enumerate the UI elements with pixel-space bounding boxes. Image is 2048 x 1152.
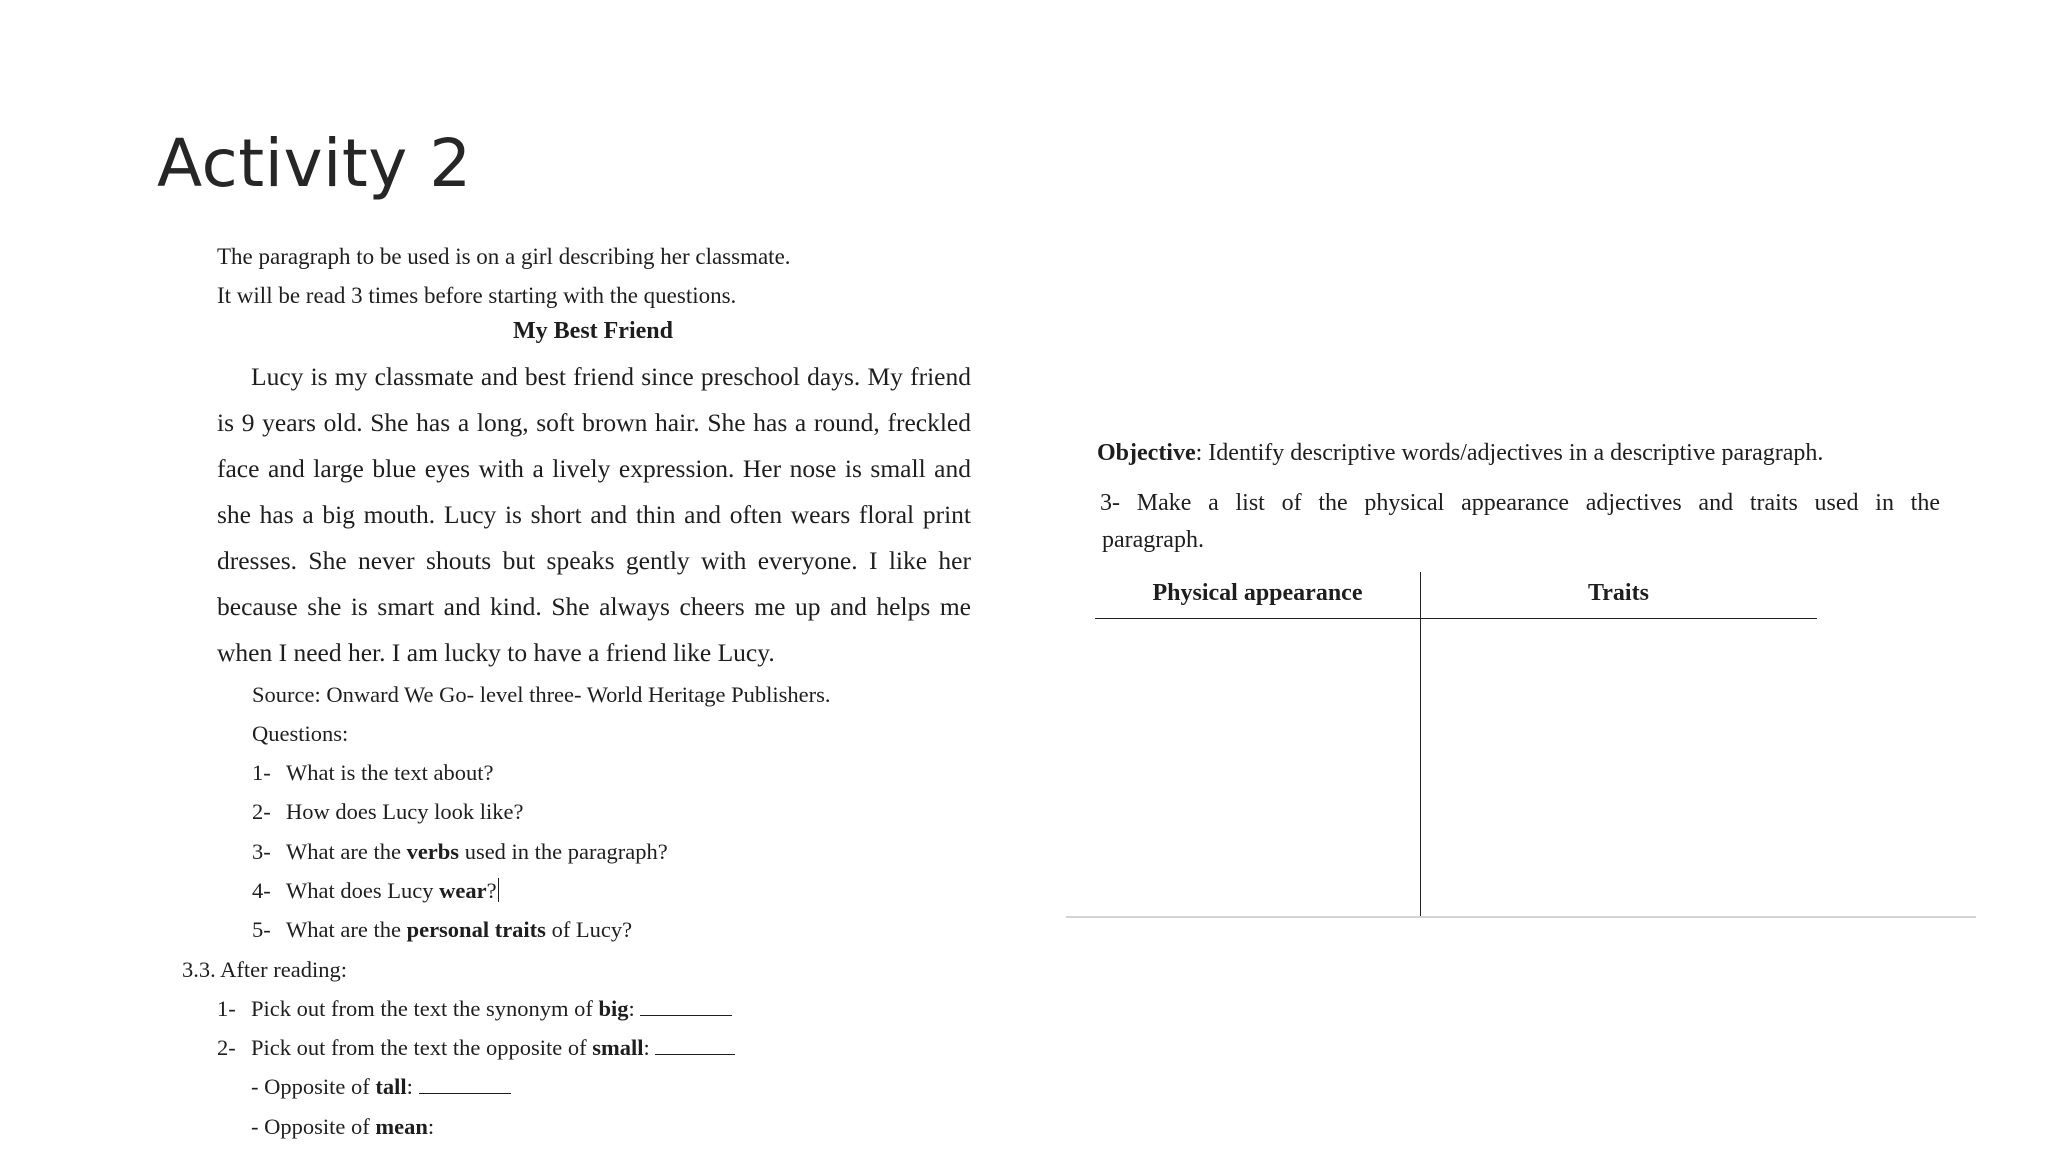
table-header-divider [1095,618,1817,619]
item-text: - Opposite of [251,1074,376,1099]
answer-blank[interactable] [655,1036,735,1055]
physical-appearance-header: Physical appearance [1152,580,1363,606]
after-reading-label: 3.3. After reading: [182,957,347,982]
story-paragraph: Lucy is my classmate and best friend since preschool days. My friend is 9 years old. She has a long, soft brown hair. She has a round, freckled face and large blue eyes with a lively expression. Her nose is small and she has a big mouth. Lucy is short and thin and often wears floral print dresses. She never shouts but speaks gently with everyone. I like her because she is smart and kind. She always cheers me up and helps me when I need her. I am lucky to have a friend like Lucy. [217,362,971,667]
item-text: - Opposite of [251,1114,376,1139]
t-chart-table [1095,570,1817,910]
opposite-item [251,1074,511,1100]
item-text: Pick out from the text the synonym of [251,996,599,1021]
question-item [252,878,499,904]
story-title: My Best Friend [513,318,673,344]
questions-label: Questions: [252,721,349,746]
item-text: : [643,1035,656,1060]
source-line: Source: Onward We Go- level three- World Heritage Publishers. [252,682,831,707]
question-number: 1- [252,760,271,785]
answer-blank[interactable] [419,1075,511,1094]
item-text: Pick out from the text the opposite of [251,1035,593,1060]
question-text: What are the [286,839,407,864]
item-text: : [406,1074,419,1099]
question-number: 3- [252,839,271,864]
question-number: 4- [252,878,271,903]
question-keyword: wear [439,878,487,903]
question-text: ? [486,878,497,903]
question-text: used in the paragraph? [459,839,668,864]
objective-label: Objective [1097,440,1196,466]
question-item [252,917,632,943]
item-number: 1- [217,996,236,1021]
question-text: How does Lucy look like? [286,799,524,824]
after-reading-item [217,1035,735,1061]
slide-title: Activity 2 [157,125,472,202]
item-keyword: tall [375,1074,407,1099]
intro-line-2: It will be read 3 times before starting with the questions. [217,283,737,308]
question-item [252,760,493,786]
intro-line-1: The paragraph to be used is on a girl describing her classmate. [217,244,791,269]
activity-document [0,0,1000,1152]
question-text: of Lucy? [545,917,633,942]
question-number: 5- [252,917,271,942]
after-reading-item [217,996,732,1022]
question-keyword: verbs [406,839,460,864]
table-column-divider [1420,572,1421,918]
traits-header: Traits [1588,580,1649,606]
objective-line [1097,440,1823,467]
question-item [252,799,523,825]
question-keyword: personal traits [406,917,546,942]
image-bottom-edge [1066,916,1976,918]
item-keyword: mean [375,1114,428,1139]
objective-text: : Identify descriptive words/adjectives in a descriptive paragraph. [1195,440,1824,466]
item-text: : [427,1114,435,1139]
item-keyword: small [592,1035,644,1060]
text-cursor [498,878,500,902]
item-keyword: big [598,996,629,1021]
question-text: What are the [286,917,407,942]
question-text: What does Lucy [286,878,440,903]
question-text: What is the text about? [286,760,494,785]
question-number: 2- [252,799,271,824]
item-number: 2- [217,1035,236,1060]
objective-document [1090,430,1990,930]
task-instruction: 3- Make a list of the physical appearance adjectives and traits used in the [1100,490,1940,516]
task-instruction-continued: paragraph. [1102,527,1204,553]
opposite-item [251,1114,434,1140]
question-item [252,839,668,865]
item-text: : [628,996,641,1021]
answer-blank[interactable] [640,997,732,1016]
